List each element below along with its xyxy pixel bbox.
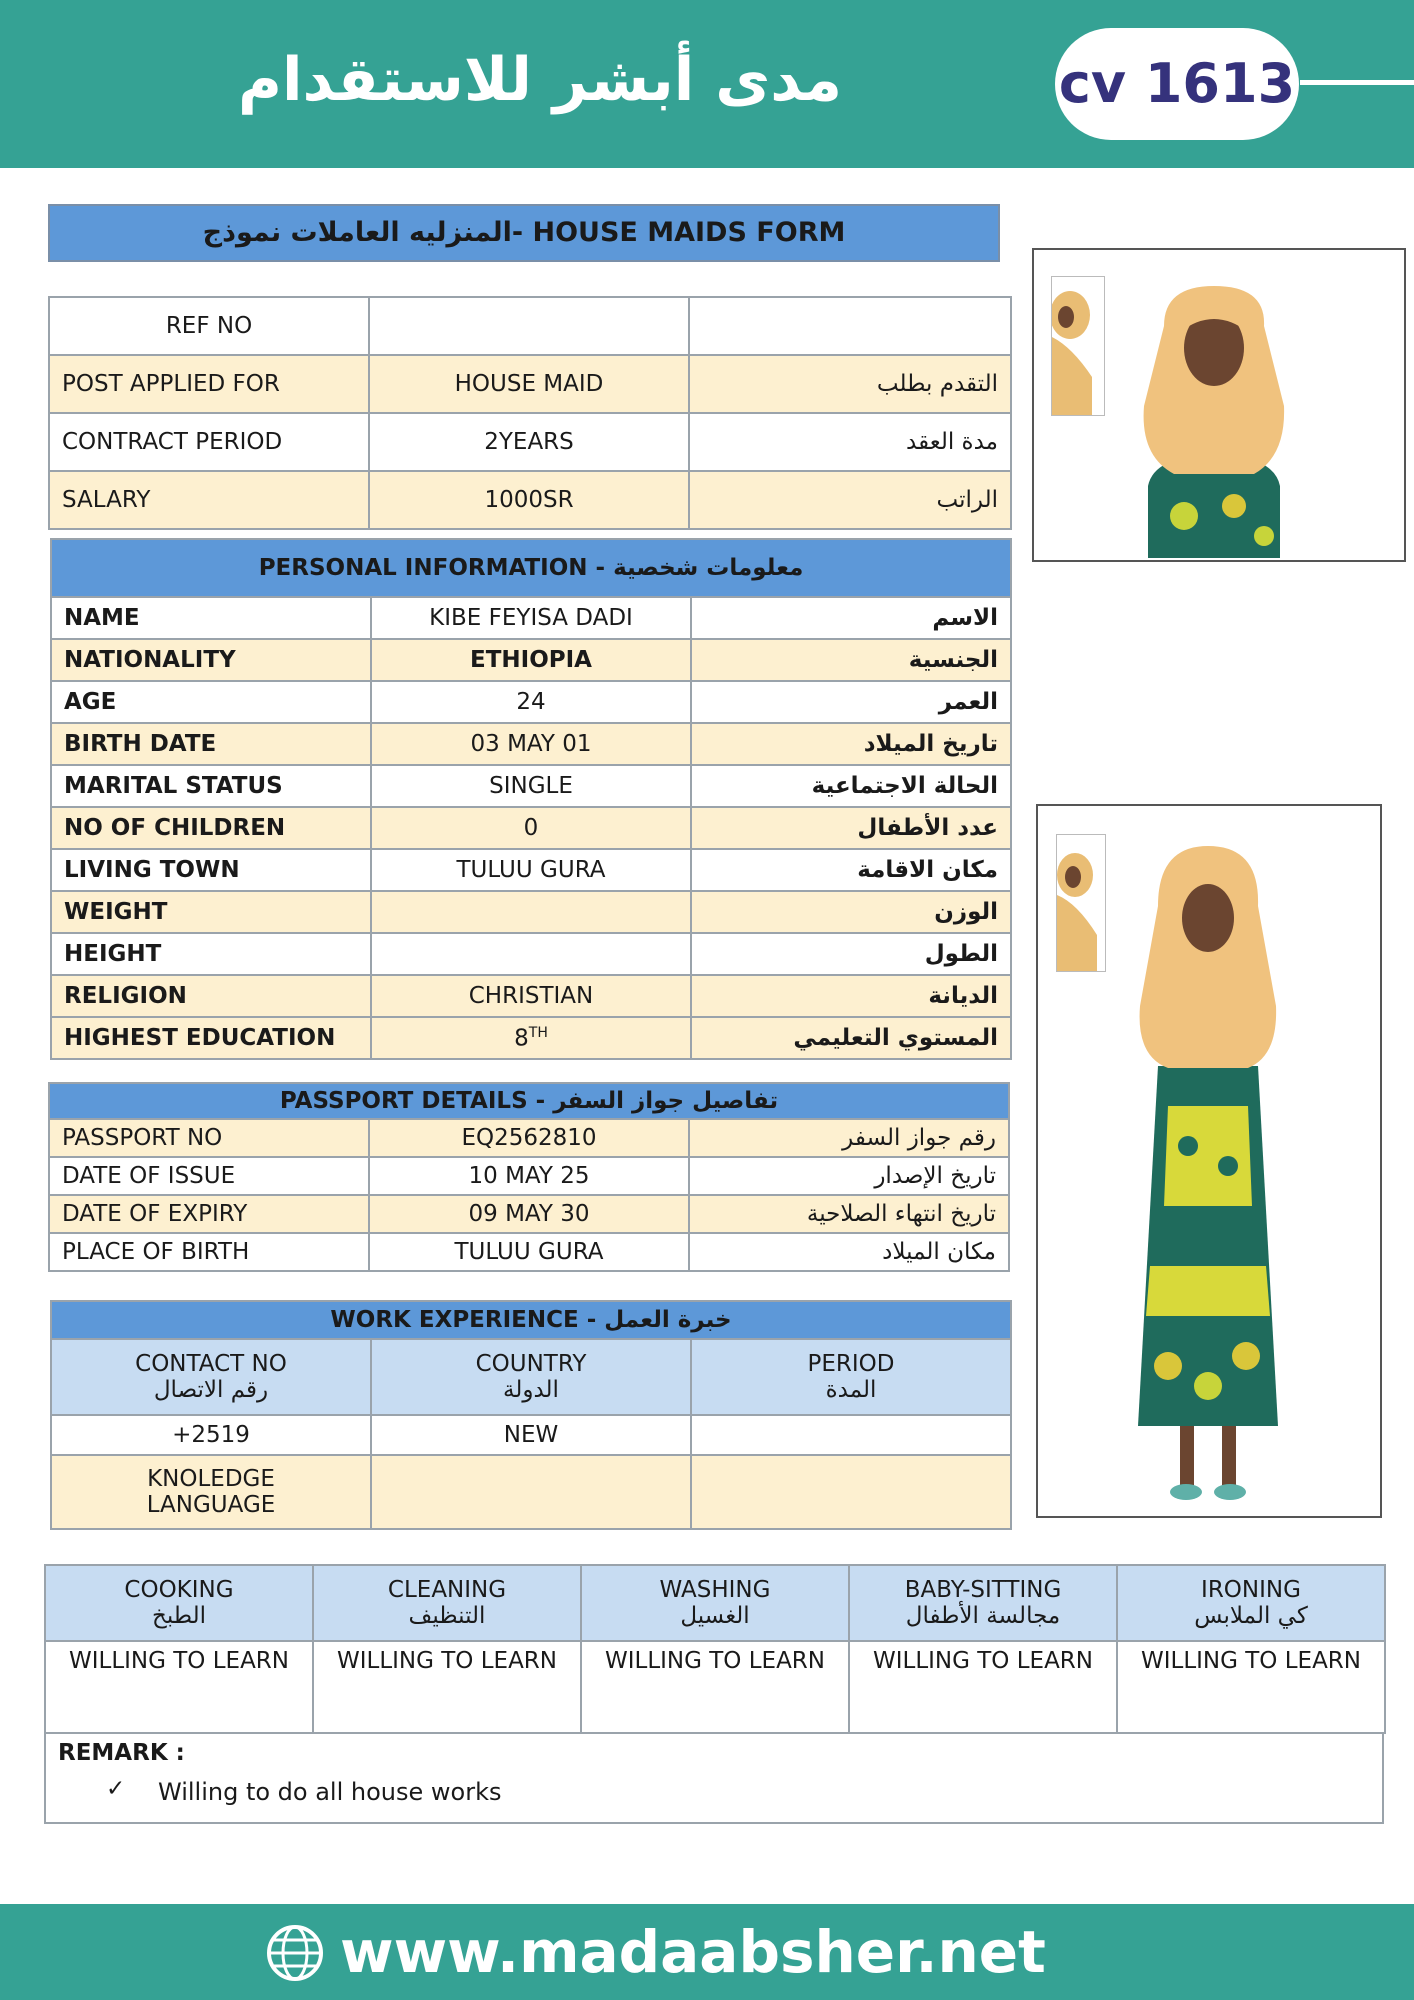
ref-no-ar bbox=[689, 297, 1011, 355]
info-label-ar: الجنسية bbox=[691, 639, 1011, 681]
remark-item: Willing to do all house works bbox=[158, 1778, 502, 1806]
passport-label: PLACE OF BIRTH bbox=[49, 1233, 369, 1271]
thumbnail-photo bbox=[1051, 276, 1105, 416]
work-header-en: PERIOD bbox=[807, 1351, 895, 1377]
skill-level: WILLING TO LEARN bbox=[849, 1641, 1117, 1733]
website-link[interactable]: www.madaabsher.net bbox=[340, 1918, 1046, 1986]
work-experience-table bbox=[50, 1300, 1012, 1530]
info-label-ar: الوزن bbox=[691, 891, 1011, 933]
form-title: المنزليه العاملات نموذج- HOUSE MAIDS FORM bbox=[48, 204, 1000, 262]
work-header-ar: المدة bbox=[825, 1377, 877, 1403]
passport-label-ar: رقم جواز السفر bbox=[689, 1119, 1009, 1157]
ref-label: POST APPLIED FOR bbox=[49, 355, 369, 413]
info-value: SINGLE bbox=[371, 765, 691, 807]
knowledge-label: KNOLEDGE bbox=[147, 1466, 275, 1492]
work-header-ar: الدولة bbox=[503, 1377, 559, 1403]
info-label-ar: الحالة الاجتماعية bbox=[691, 765, 1011, 807]
info-value: KIBE FEYISA DADI bbox=[371, 597, 691, 639]
work-cell: NEW bbox=[371, 1415, 691, 1455]
info-label: NAME bbox=[51, 597, 371, 639]
work-header bbox=[51, 1339, 371, 1415]
passport-value: 10 MAY 25 bbox=[369, 1157, 689, 1195]
info-label: LIVING TOWN bbox=[51, 849, 371, 891]
info-value bbox=[371, 1017, 691, 1059]
skill-name-ar: كي الملابس bbox=[1194, 1603, 1308, 1629]
passport-label-ar: مكان الميلاد bbox=[689, 1233, 1009, 1271]
info-value: TULUU GURA bbox=[371, 849, 691, 891]
info-label: BIRTH DATE bbox=[51, 723, 371, 765]
info-label-ar: عدد الأطفال bbox=[691, 807, 1011, 849]
ref-label: CONTRACT PERIOD bbox=[49, 413, 369, 471]
info-label: AGE bbox=[51, 681, 371, 723]
info-value: 03 MAY 01 bbox=[371, 723, 691, 765]
info-label: HEIGHT bbox=[51, 933, 371, 975]
info-value bbox=[371, 891, 691, 933]
info-label: HIGHEST EDUCATION bbox=[51, 1017, 371, 1059]
skill-name-ar: الغسيل bbox=[680, 1603, 750, 1629]
education-suffix: TH bbox=[528, 1024, 548, 1041]
ref-label: SALARY bbox=[49, 471, 369, 529]
portrait-figure bbox=[1134, 286, 1294, 558]
thumbnail-photo bbox=[1056, 834, 1106, 972]
skill-name-ar: مجالسة الأطفال bbox=[905, 1603, 1061, 1629]
ref-value: HOUSE MAID bbox=[369, 355, 689, 413]
skill-header bbox=[581, 1565, 849, 1641]
passport-label: DATE OF ISSUE bbox=[49, 1157, 369, 1195]
personal-info-title: PERSONAL INFORMATION - معلومات شخصية bbox=[51, 539, 1011, 597]
remark-box bbox=[44, 1732, 1384, 1824]
info-label-ar: المستوي التعليمي bbox=[691, 1017, 1011, 1059]
skill-header bbox=[849, 1565, 1117, 1641]
info-label: MARITAL STATUS bbox=[51, 765, 371, 807]
info-label-ar: تاريخ الميلاد bbox=[691, 723, 1011, 765]
passport-table bbox=[48, 1082, 1010, 1272]
passport-label-ar: تاريخ انتهاء الصلاحية bbox=[689, 1195, 1009, 1233]
work-cell bbox=[691, 1415, 1011, 1455]
passport-value: TULUU GURA bbox=[369, 1233, 689, 1271]
passport-label: PASSPORT NO bbox=[49, 1119, 369, 1157]
skill-name: COOKING bbox=[124, 1577, 234, 1603]
work-header-ar: رقم الاتصال bbox=[153, 1377, 269, 1403]
info-label: RELIGION bbox=[51, 975, 371, 1017]
passport-value: EQ2562810 bbox=[369, 1119, 689, 1157]
globe-icon bbox=[266, 1924, 324, 1982]
passport-label-ar: تاريخ الإصدار bbox=[689, 1157, 1009, 1195]
info-label-ar: الديانة bbox=[691, 975, 1011, 1017]
skill-name: IRONING bbox=[1201, 1577, 1301, 1603]
info-value: 24 bbox=[371, 681, 691, 723]
ref-value: 2YEARS bbox=[369, 413, 689, 471]
full-body-photo-frame bbox=[1036, 804, 1382, 1518]
info-label-ar: العمر bbox=[691, 681, 1011, 723]
info-label-ar: الطول bbox=[691, 933, 1011, 975]
ref-label-ar: التقدم بطلب bbox=[689, 355, 1011, 413]
work-cell: +2519 bbox=[51, 1415, 371, 1455]
skill-name-ar: التنظيف bbox=[408, 1603, 486, 1629]
skill-level: WILLING TO LEARN bbox=[45, 1641, 313, 1733]
skill-level: WILLING TO LEARN bbox=[1117, 1641, 1385, 1733]
skill-name: CLEANING bbox=[387, 1577, 507, 1603]
skill-header bbox=[1117, 1565, 1385, 1641]
passport-value: 09 MAY 30 bbox=[369, 1195, 689, 1233]
skill-level: WILLING TO LEARN bbox=[313, 1641, 581, 1733]
info-value bbox=[371, 933, 691, 975]
info-label: WEIGHT bbox=[51, 891, 371, 933]
education-value: 8 bbox=[514, 1025, 529, 1052]
skill-name: BABY-SITTING bbox=[904, 1577, 1062, 1603]
work-cell bbox=[371, 1455, 691, 1529]
personal-info-table bbox=[50, 538, 1012, 1060]
work-title: WORK EXPERIENCE - خبرة العمل bbox=[51, 1301, 1011, 1339]
ref-table bbox=[48, 296, 1012, 530]
knowledge-language-cell bbox=[51, 1455, 371, 1529]
info-label: NATIONALITY bbox=[51, 639, 371, 681]
skills-table bbox=[44, 1564, 1386, 1734]
remark-label: REMARK : bbox=[58, 1740, 185, 1766]
passport-title: PASSPORT DETAILS - تفاصيل جواز السفر bbox=[49, 1083, 1009, 1119]
skill-name: WASHING bbox=[659, 1577, 771, 1603]
info-value: 0 bbox=[371, 807, 691, 849]
work-header bbox=[691, 1339, 1011, 1415]
full-body-figure bbox=[1128, 846, 1288, 1514]
check-icon: ✓ bbox=[106, 1776, 126, 1802]
portrait-photo-frame bbox=[1032, 248, 1406, 562]
info-label: NO OF CHILDREN bbox=[51, 807, 371, 849]
ref-no-label: REF NO bbox=[49, 297, 369, 355]
header-divider bbox=[1300, 80, 1414, 85]
work-header bbox=[371, 1339, 691, 1415]
language-label: LANGUAGE bbox=[146, 1492, 276, 1518]
skill-header bbox=[313, 1565, 581, 1641]
cv-number-badge: cv 1613 bbox=[1055, 28, 1299, 140]
work-header-en: COUNTRY bbox=[475, 1351, 587, 1377]
ref-label-ar: الراتب bbox=[689, 471, 1011, 529]
info-label-ar: مكان الاقامة bbox=[691, 849, 1011, 891]
ref-label-ar: مدة العقد bbox=[689, 413, 1011, 471]
work-cell bbox=[691, 1455, 1011, 1529]
skill-level: WILLING TO LEARN bbox=[581, 1641, 849, 1733]
info-value: CHRISTIAN bbox=[371, 975, 691, 1017]
info-label-ar: الاسم bbox=[691, 597, 1011, 639]
ref-no-value bbox=[369, 297, 689, 355]
info-value: ETHIOPIA bbox=[371, 639, 691, 681]
skill-header bbox=[45, 1565, 313, 1641]
ref-value: 1000SR bbox=[369, 471, 689, 529]
skill-name-ar: الطبخ bbox=[151, 1603, 207, 1629]
work-header-en: CONTACT NO bbox=[135, 1351, 287, 1377]
brand-name: مدى أبشر للاستقدام bbox=[237, 45, 842, 115]
passport-label: DATE OF EXPIRY bbox=[49, 1195, 369, 1233]
